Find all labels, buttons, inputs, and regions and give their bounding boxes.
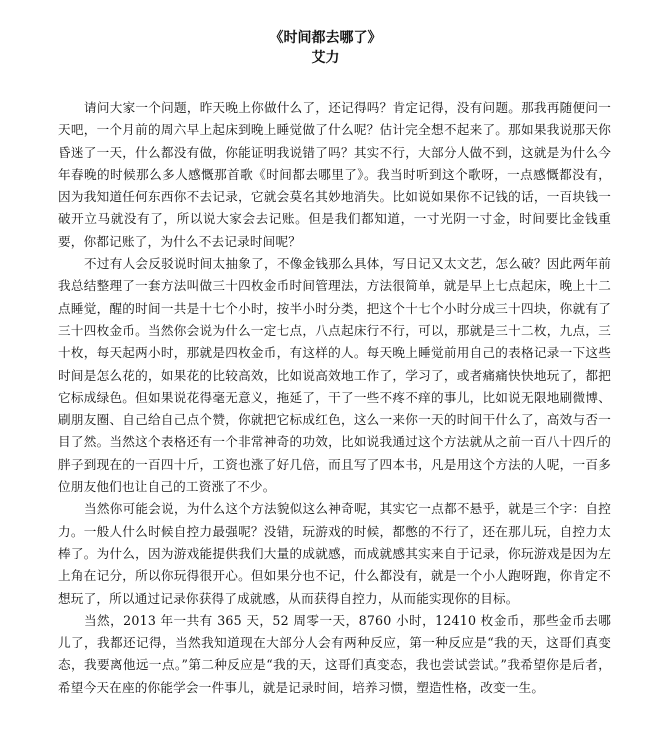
paragraph-2: 不过有人会反驳说时间太抽象了，不像金钱那么具体，写日记又太文艺，怎么破？因此两年前我总结整理了一套方法叫做三十四枚金币时间管理法，方法很简单，就是早上七点起床，晚上十二点睡觉，醒的时间一共是十七个小时，按半小时分类，把这个十七个小时分成三十四块，你就有了三十四枚金币。当然你会说为什么一定七点，八点起床行不行，可以，那就是三十二枚，九点，三十枚，每天起两小时，那就是四枚金币，有这样的人。每天晚上睡觉前用自己的表格记录一下这些时间是怎么花的，如果花的比较高效，比如说高效地工作了，学习了，或者痛痛快快地玩了，都把它标成绿色。但如果说花得毫无意义，拖延了，干了一些不疼不痒的事儿，比如说无限地刷微博、刷朋友圈、自己给自己点个赞，你就把它标成红色，这么一来你一天的时间干什么了，高效与否一目了然。当然这个表格还有一个非常神奇的功效，比如说我通过这个方法就从之前一百八十四斤的胖子到现在的一百四十斤，工资也涨了好几倍，而且写了四本书，凡是用这个方法的人呢，一百多位朋友他们也让自己的工资涨了不少。 bbox=[58, 256, 611, 495]
document-title: 《时间都去哪了》 bbox=[269, 30, 382, 46]
paragraph-1: 请问大家一个问题，昨天晚上你做什么了，还记得吗？肯定记得，没有问题。那我再随便问一天吧，一个月前的周六早上起床到晚上睡觉做了什么呢？估计完全想不起来了。那如果我说那天你昏迷了一天，什么都没有做，你能证明我说错了吗？其实不行，大部分人做不到，这就是为什么今年春晚的时候那么多人感慨那首歌《时间都去哪里了》。我当时听到这个歌呀，一点感慨都没有，因为我知道任何东西你不去记录，它就会莫名其妙地消失。比如说如果你不记钱的话，一百块钱一破开立马就没有了，所以说大家会去记账。但是我们都知道，一寸光阴一寸金，时间要比金钱重要，你都记账了，为什么不去记录时间呢？ bbox=[58, 100, 611, 249]
document-author: 艾力 bbox=[311, 50, 340, 66]
paragraph-3: 当然你可能会说，为什么这个方法貌似这么神奇呢，其实它一点都不悬乎，就是三个字：自控力。一般人什么时候自控力最强呢？没错，玩游戏的时候，都憋的不行了，还在那儿玩，自控力太棒了。为什么，因为游戏能提供我们大量的成就感，而成就感其实来自于记录，你玩游戏是因为左上角在记分，所以你玩得很开心。但如果分也不记，什么都没有，就是一个小人跑呀跑，你肯定不想玩了，所以通过记录你获得了成就感，从而获得自控力，从而能实现你的目标。 bbox=[58, 501, 611, 606]
paragraph-4: 当然，2013 年一共有 365 天，52 周零一天，8760 小时，12410 枚金币，那些金币去哪儿了，我都还记得，当然我知道现在大部分人会有两种反应，第一种反应是“我的天，这哥们真变态，我要离他远一点。”第二种反应是“我的天，这哥们真变态，我也尝试尝试。”我希望你是后者，希望今天在座的你能学会一件事儿，就是记录时间，培养习惯，塑造性格，改变一生。 bbox=[58, 612, 611, 695]
document-body bbox=[58, 97, 611, 699]
